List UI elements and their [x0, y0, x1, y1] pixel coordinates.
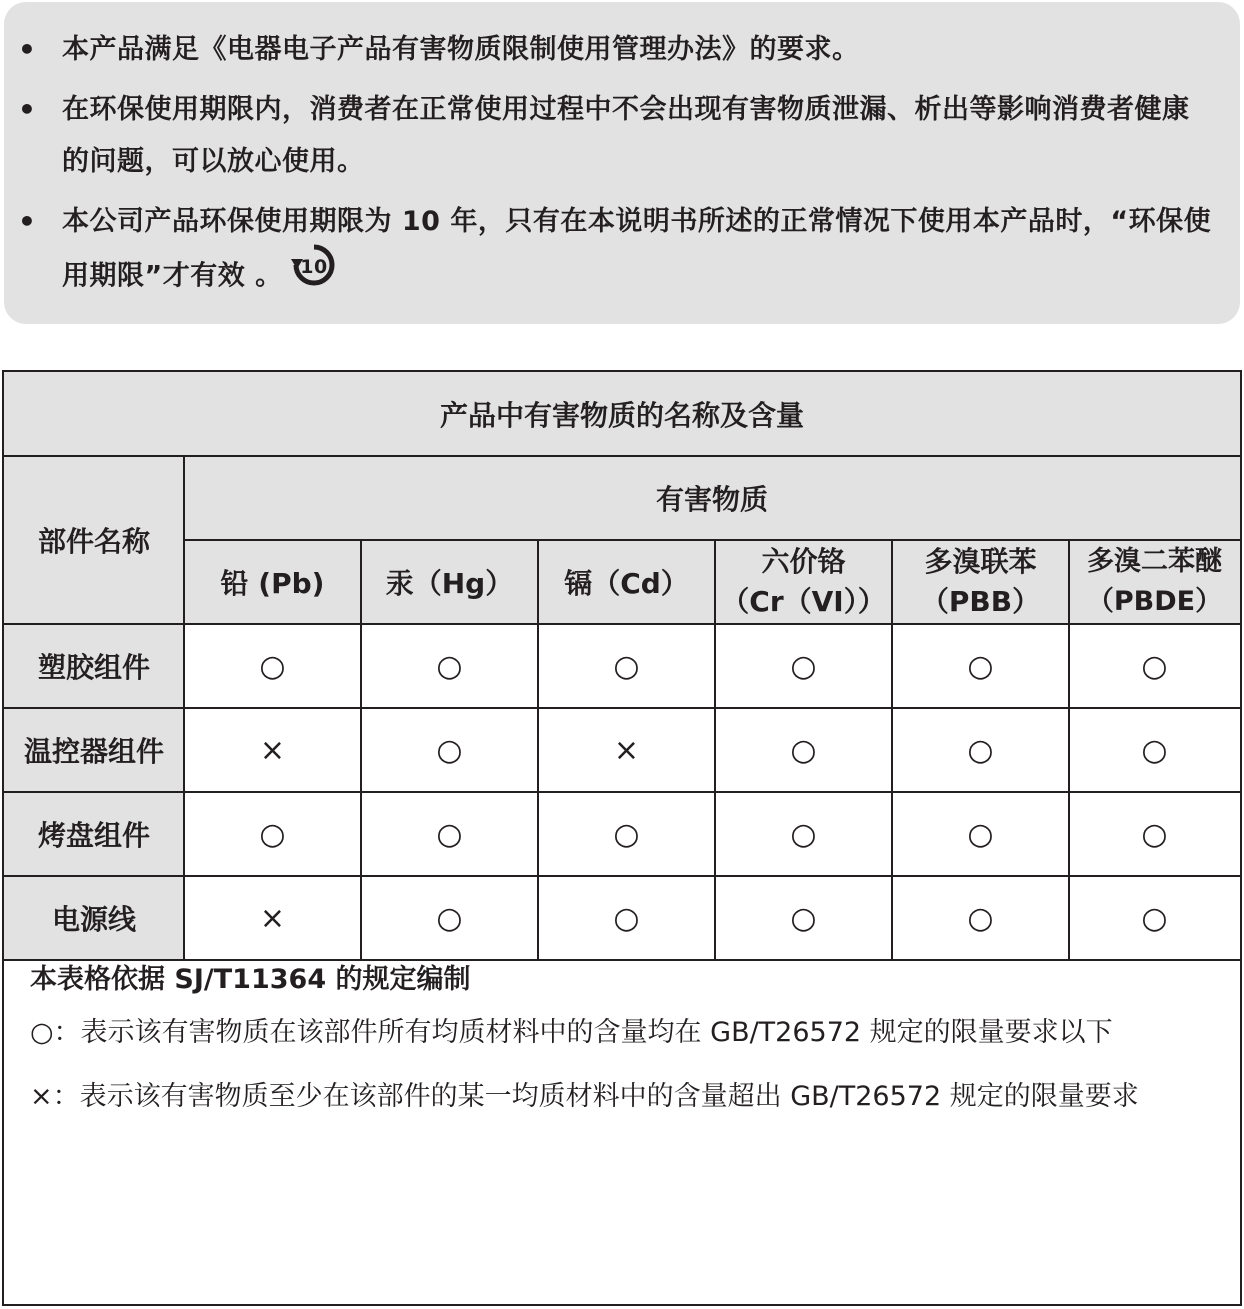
- notice-box: [4, 2, 1240, 324]
- value-cell: ○: [790, 816, 817, 852]
- part-name-cell: 电源线: [4, 876, 184, 960]
- part-name-cell: 塑胶组件: [4, 624, 184, 708]
- bullet-dot: •: [18, 205, 36, 238]
- value-cell: ○: [436, 816, 463, 852]
- value-cell: ○: [1141, 816, 1168, 852]
- value-cell: ○: [790, 648, 817, 684]
- value-cell: ○: [1141, 648, 1168, 684]
- value-cell: ○: [790, 900, 817, 936]
- grid-line: [360, 540, 362, 960]
- value-cell: ○: [259, 816, 286, 852]
- substance-label: 多溴联苯: [924, 545, 1037, 578]
- bullet-text: 本产品满足《电器电子产品有害物质限制使用管理办法》的要求。: [62, 34, 860, 65]
- value-cell: ○: [436, 900, 463, 936]
- bullet-dot: •: [18, 33, 36, 66]
- value-cell: ×: [259, 900, 286, 936]
- grid-line: [714, 540, 716, 960]
- substance-header-pbde: [1069, 540, 1240, 624]
- substance-header-pb: [184, 540, 361, 624]
- value-cell: ○: [613, 816, 640, 852]
- bullet-dot: •: [18, 93, 36, 126]
- value-cell: ○: [790, 732, 817, 768]
- substance-label: 多溴二苯醚: [1087, 546, 1222, 577]
- value-cell: ○: [436, 648, 463, 684]
- substance-label: 铅 (Pb): [220, 567, 325, 600]
- substance-group-header: 有害物质: [184, 456, 1240, 540]
- substance-header-cd: [538, 540, 715, 624]
- note-cross-legend: ×：表示该有害物质至少在该部件的某一均质材料中的含量超出 GB/T26572 规定的限量要求: [30, 1081, 1139, 1112]
- substance-formula: （PBDE）: [1086, 586, 1223, 617]
- epup-10-label: 10: [299, 256, 328, 278]
- substance-header-cr6: [715, 540, 892, 624]
- grid-line: [4, 455, 1240, 457]
- value-cell: ○: [259, 648, 286, 684]
- note-basis: 本表格依据 SJ/T11364 的规定编制: [30, 964, 471, 995]
- grid-line: [183, 456, 185, 960]
- grid-line: [4, 875, 1240, 877]
- value-cell: ×: [259, 732, 286, 768]
- value-cell: ○: [967, 648, 994, 684]
- substance-label: 六价铬: [761, 545, 846, 578]
- note-circle-legend: ○：表示该有害物质在该部件所有均质材料中的含量均在 GB/T26572 规定的限量要求以下: [30, 1017, 1113, 1048]
- epup-10-icon: [289, 242, 339, 306]
- value-cell: ○: [1141, 732, 1168, 768]
- value-cell: ×: [613, 732, 640, 768]
- value-cell: ○: [967, 816, 994, 852]
- substance-label: 汞（Hg）: [385, 567, 514, 600]
- hazardous-substance-table: [2, 370, 1242, 1306]
- table-notes: [30, 960, 1220, 1140]
- value-cell: ○: [436, 732, 463, 768]
- bullet-text: 本公司产品环保使用期限为 10 年，只有在本说明书所述的正常情况下使用本产品时，“环保使用期限”才有效 。: [62, 206, 1212, 292]
- grid-line: [537, 540, 539, 960]
- table-title: 产品中有害物质的名称及含量: [4, 372, 1240, 456]
- substance-formula: （Cr（VI））: [721, 585, 886, 618]
- substance-formula: （PBB）: [920, 585, 1041, 618]
- value-cell: ○: [613, 900, 640, 936]
- value-cell: ○: [1141, 900, 1168, 936]
- grid-line: [4, 707, 1240, 709]
- bullet-text-wrap: [62, 196, 1212, 306]
- grid-line: [1068, 540, 1070, 960]
- grid-line: [184, 539, 1240, 541]
- part-name-cell: 温控器组件: [4, 708, 184, 792]
- value-cell: ○: [967, 732, 994, 768]
- part-name-cell: 烤盘组件: [4, 792, 184, 876]
- value-cell: ○: [967, 900, 994, 936]
- grid-line: [4, 791, 1240, 793]
- bullet-text: 在环保使用期限内，消费者在正常使用过程中不会出现有害物质泄漏、析出等影响消费者健康的问题，可以放心使用。: [62, 94, 1190, 177]
- substance-label: 镉（Cd）: [564, 567, 689, 600]
- grid-line: [4, 623, 1240, 625]
- value-cell: ○: [613, 648, 640, 684]
- substance-header-hg: [361, 540, 538, 624]
- part-name-header: 部件名称: [4, 456, 184, 624]
- substance-header-pbb: [892, 540, 1069, 624]
- grid-line: [891, 540, 893, 960]
